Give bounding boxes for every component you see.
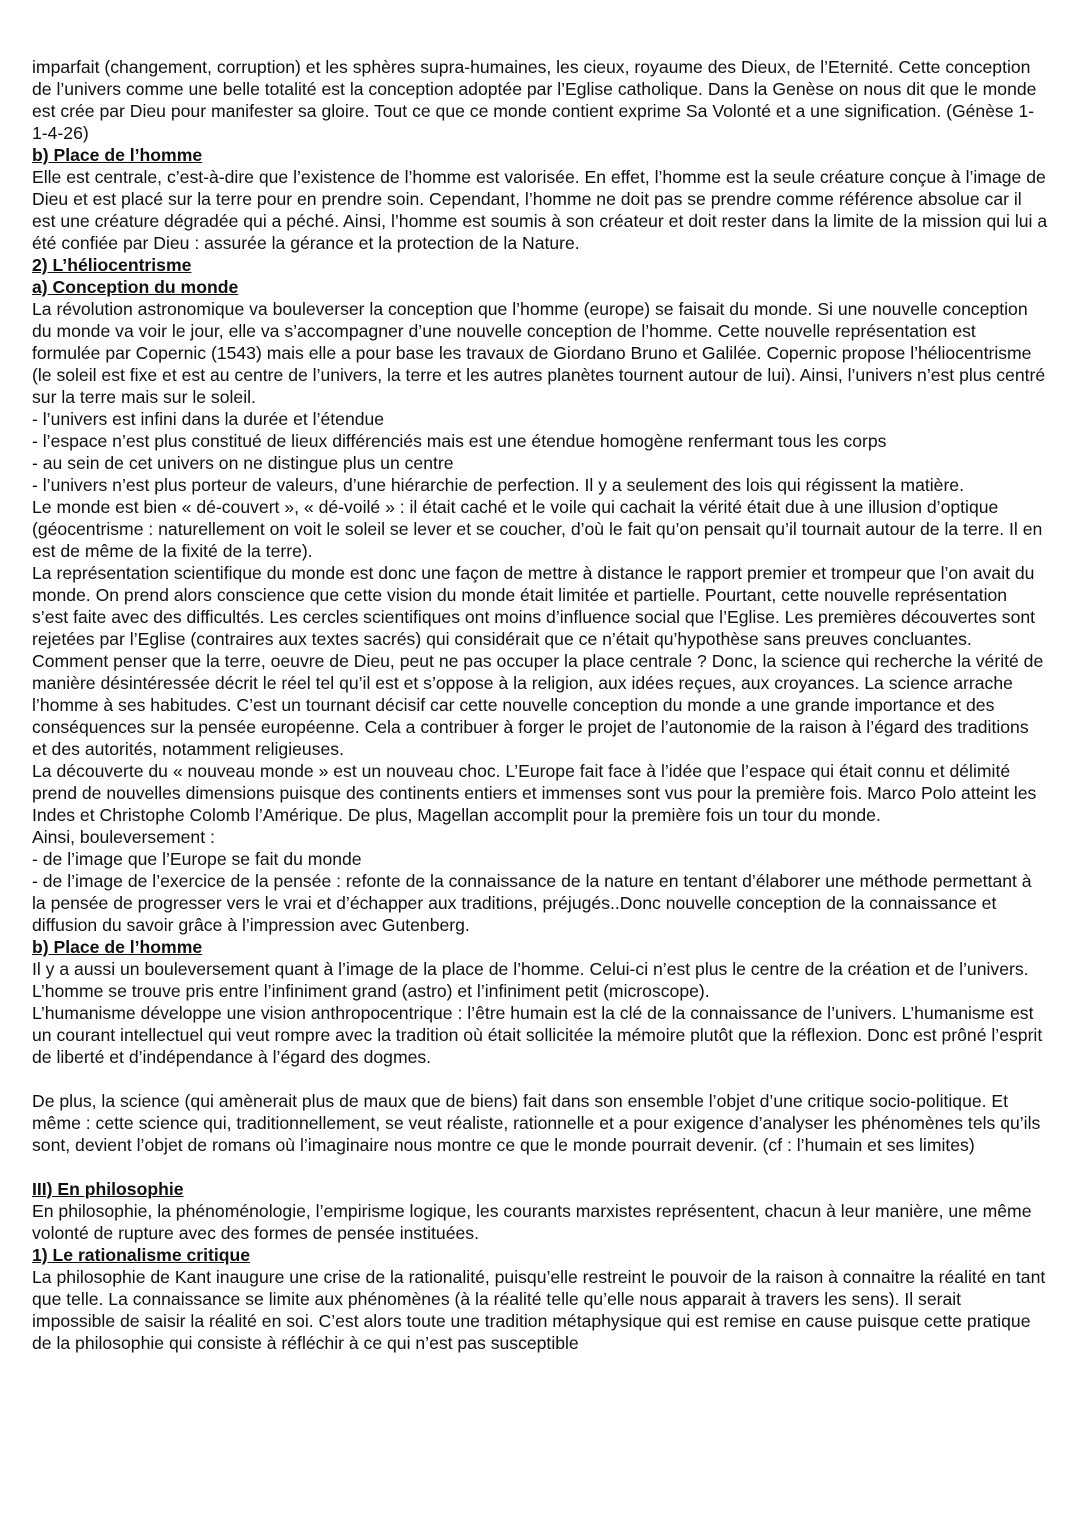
section-heading: b) Place de l’homme xyxy=(32,145,203,165)
document-body xyxy=(32,56,1048,1354)
paragraph: imparfait (changement, corruption) et les sphères supra-humaines, les cieux, royaume des Dieux, de l’Eternité. Cette conception de l’univers comme une belle totalité est la conception adoptée par l’Eglise catholique. Dans la Genèse on nous dit que le monde est crée par Dieu pour manifester sa gloire. Tout ce que ce monde contient exprime Sa Volonté et a une signification. (Génèse 1-1-4-26) xyxy=(32,57,1037,143)
section-heading: 1) Le rationalisme critique xyxy=(32,1245,251,1265)
section-heading: 2) L’héliocentrisme xyxy=(32,255,192,275)
section-heading: III) En philosophie xyxy=(32,1179,184,1199)
paragraph: La découverte du « nouveau monde » est un nouveau choc. L’Europe fait face à l’idée que l’espace qui était connu et délimité prend de nouvelles dimensions puisque des continents entiers et immenses sont vus pour la première fois. Marco Polo atteint les Indes et Christophe Colomb l’Amérique. De plus, Magellan accomplit pour la première fois un tour du monde. xyxy=(32,761,1037,825)
paragraph: La philosophie de Kant inaugure une crise de la rationalité, puisqu’elle restreint le pouvoir de la raison à connaitre la réalité en tant que telle. La connaissance se limite aux phénomènes (à la réalité telle qu’elle nous apparait à travers les sens). Il serait impossible de saisir la réalité en soi. C’est alors toute une tradition métaphysique qui est remise en cause puisque cette pratique de la philosophie qui consiste à réfléchir à ce qui n’est pas susceptible xyxy=(32,1267,1046,1353)
paragraph: Elle est centrale, c’est-à-dire que l’existence de l’homme est valorisée. En effet, l’homme est la seule créature conçue à l’image de Dieu et est placé sur la terre pour en prendre soin. Cependant, l’homme ne doit pas se prendre comme référence absolue car il est une créature dégradée qui a péché. Ainsi, l’homme est soumis à son créateur et doit rester dans la limite de la mission qui lui a été confiée par Dieu : assurée la gérance et la protection de la Nature. xyxy=(32,167,1048,253)
section-heading: a) Conception du monde xyxy=(32,277,239,297)
paragraph: Ainsi, bouleversement : xyxy=(32,827,215,847)
list-item: - de l’image que l’Europe se fait du monde xyxy=(32,849,362,869)
paragraph: En philosophie, la phénoménologie, l’empirisme logique, les courants marxistes représentent, chacun à leur manière, une même volonté de rupture avec des formes de pensée instituées. xyxy=(32,1201,1032,1243)
blank-line xyxy=(32,1068,1048,1090)
paragraph: La révolution astronomique va bouleverser la conception que l’homme (europe) se faisait du monde. Si une nouvelle conception du monde va voir le jour, elle va s’accompagner d’une nouvelle conception de l’homme. Cette nouvelle représentation est formulée par Copernic (1543) mais elle a pour base les travaux de Giordano Bruno et Galilée. Copernic propose l’héliocentrisme (le soleil est fixe et est au centre de l’univers, la terre et les autres planètes tournent autour de lui). Ainsi, l’univers n’est plus centré sur la terre mais sur le soleil. xyxy=(32,299,1046,407)
list-item: - l’espace n’est plus constitué de lieux différenciés mais est une étendue homogène renfermant tous les corps xyxy=(32,431,887,451)
list-item: - de l’image de l’exercice de la pensée : refonte de la connaissance de la nature en tentant d’élaborer une méthode permettant à la pensée de progresser vers le vrai et d’échapper aux traditions, préjugés..Donc nouvelle conception de la connaissance et diffusion du savoir grâce à l’impression avec Gutenberg. xyxy=(32,871,1032,935)
paragraph: La représentation scientifique du monde est donc une façon de mettre à distance le rapport premier et trompeur que l’on avait du monde. On prend alors conscience que cette vision du monde était limitée et partielle. Pourtant, cette nouvelle représentation s’est faite avec des difficultés. Les cercles scientifiques ont moins d’influence social que l’Eglise. Les premières découvertes sont rejetées par l’Eglise (contraires aux textes sacrés) qui considérait que ce n’était qu’hypothèse sans preuves concluantes. Comment penser que la terre, oeuvre de Dieu, peut ne pas occuper la place centrale ? Donc, la science qui recherche la vérité de manière désintéressée décrit le réel tel qu’il est et s’oppose à la religion, aux idées reçues, aux croyances. La science arrache l’homme à ses habitudes. C’est un tournant décisif car cette nouvelle conception du monde a une grande importance et des conséquences sur la pensée européenne. Cela a contribuer à forger le projet de l’autonomie de la raison à l’égard des traditions et des autorités, notamment religieuses. xyxy=(32,563,1044,759)
list-item: - l’univers n’est plus porteur de valeurs, d’une hiérarchie de perfection. Il y a seulement des lois qui régissent la matière. xyxy=(32,475,964,495)
paragraph: Il y a aussi un bouleversement quant à l’image de la place de l’homme. Celui-ci n’est plus le centre de la création et de l’univers. L’homme se trouve pris entre l’infiniment grand (astro) et l’infiniment petit (microscope). xyxy=(32,959,1029,1001)
section-heading: b) Place de l’homme xyxy=(32,937,203,957)
paragraph: De plus, la science (qui amènerait plus de maux que de biens) fait dans son ensemble l’objet d’une critique socio-politique. Et même : cette science qui, traditionnellement, se veut réaliste, rationnelle et a pour exigence d’analyser les phénomènes tels qu’ils sont, devient l’objet de romans où l’imaginaire nous montre ce que le monde pourrait devenir. (cf : l’humain et ses limites) xyxy=(32,1091,1041,1155)
blank-line xyxy=(32,1156,1048,1178)
paragraph: L’humanisme développe une vision anthropocentrique : l’être humain est la clé de la connaissance de l’univers. L’humanisme est un courant intellectuel qui veut rompre avec la tradition où était sollicitée la mémoire plutôt que la réflexion. Donc est prôné l’esprit de liberté et d’indépendance à l’égard des dogmes. xyxy=(32,1003,1043,1067)
paragraph: Le monde est bien « dé-couvert », « dé-voilé » : il était caché et le voile qui cachait la vérité était due à une illusion d’optique (géocentrisme : naturellement on voit le soleil se lever et se coucher, d’où le fait qu’on pensait qu’il tournait autour de la terre. Il en est de même de la fixité de la terre). xyxy=(32,497,1043,561)
list-item: - au sein de cet univers on ne distingue plus un centre xyxy=(32,453,454,473)
list-item: - l’univers est infini dans la durée et l’étendue xyxy=(32,409,385,429)
